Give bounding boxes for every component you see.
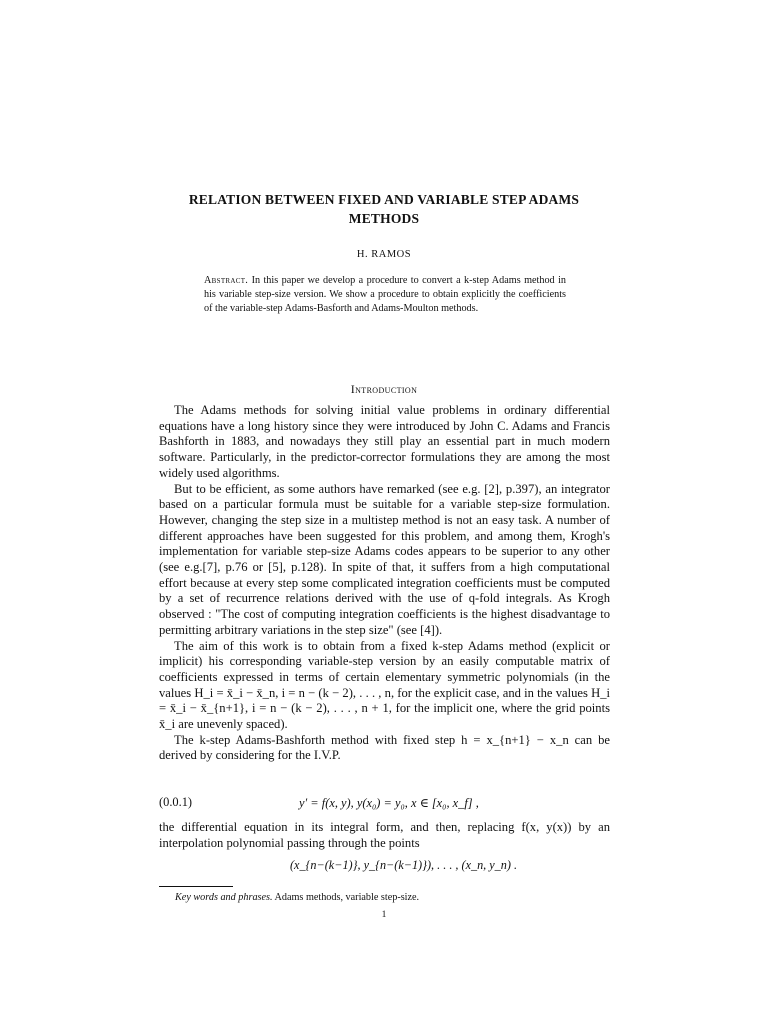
- paper-title: [150, 190, 618, 228]
- author: H. RAMOS: [356, 249, 412, 260]
- page-number: 1: [381, 910, 387, 920]
- paragraph-3: The aim of this work is to obtain from a fixed k-step Adams method (explicit or implicit) his corresponding variable-step version by an easily computable matrix of coefficients expressed in terms of certain elementary symmetric polynomials (in the values H_i = x̄_i − x̄_n, i = n − (k − 2), . . . , n, for the explicit case, and in the values H_i = x̄_i − x̄_{n+1}, i = n − (k − 2), . . . , n + 1, for the implicit one, where the grid points x̄_i are unevenly spaced).: [159, 638, 610, 732]
- paragraph-4: The k-step Adams-Bashforth method with fixed step h = x_{n+1} − x_n can be derived by considering for the I.V.P.: [159, 732, 610, 763]
- footnote-rule: [159, 886, 233, 887]
- body-text: [159, 403, 610, 764]
- section-title: Introduction: [350, 382, 418, 396]
- abstract: [204, 274, 566, 317]
- abstract-label: Abstract.: [204, 275, 249, 286]
- footnote: [175, 892, 419, 903]
- equation-body: y′ = f(x, y), y(x₀) = y₀, x ∈ [x₀, x_f] ,: [299, 796, 479, 810]
- points-expression: (x_{n−(k−1)}, y_{n−(k−1)}), . . . , (x_n, y_n) .: [290, 858, 518, 872]
- abstract-text: In this paper we develop a procedure to convert a k-step Adams method in his variable step-size version. We show a procedure to obtain explicitly the coefficients of the variable-step Adams-Basforth and Adams-Moulton methods.: [204, 275, 567, 315]
- paragraph-2: But to be efficient, as some authors have remarked (see e.g. [2], p.397), an integrator based on a particular formula must be suitable for a variable step-size formulation. However, changing the step size in a multistep method is not an easy task. A number of different approaches have been suggested for this problem, and among them, Krogh's implementation for variable step-size Adams codes appears to be superior to any other (see e.g.[7], p.76 or [5], p.128). In spite of that, it suffers from a high computational effort because at every step some complicated integration coefficients must be computed by a set of recurrence relations derived with the use of q-fold integrals. As Krogh observed : "The cost of computing integration coefficients is the highest disadvantage to permitting arbitrary variations in the step size" (see [4]).: [159, 481, 610, 637]
- after-equation-text: the differential equation in its integral form, and then, replacing f(x, y(x)) by an interpolation polynomial passing through the points: [159, 820, 610, 850]
- equation-number: (0.0.1): [159, 795, 193, 809]
- title-line-2: METHODS: [348, 211, 420, 226]
- title-line-1: RELATION BETWEEN FIXED AND VARIABLE STEP ADAMS: [188, 192, 580, 207]
- equation-0-0-1: [159, 795, 610, 813]
- paragraph-1: The Adams methods for solving initial value problems in ordinary differential equations have a long history since they were introduced by John C. Adams and Francis Bashforth in 1883, and nowadays they still play an essential part in much modern software. Particularly, in the predictor-corrector formulations they are among the most widely used algorithms.: [159, 403, 610, 480]
- footnote-label: Key words and phrases.: [175, 892, 273, 903]
- footnote-text: Adams methods, variable step-size.: [274, 892, 420, 903]
